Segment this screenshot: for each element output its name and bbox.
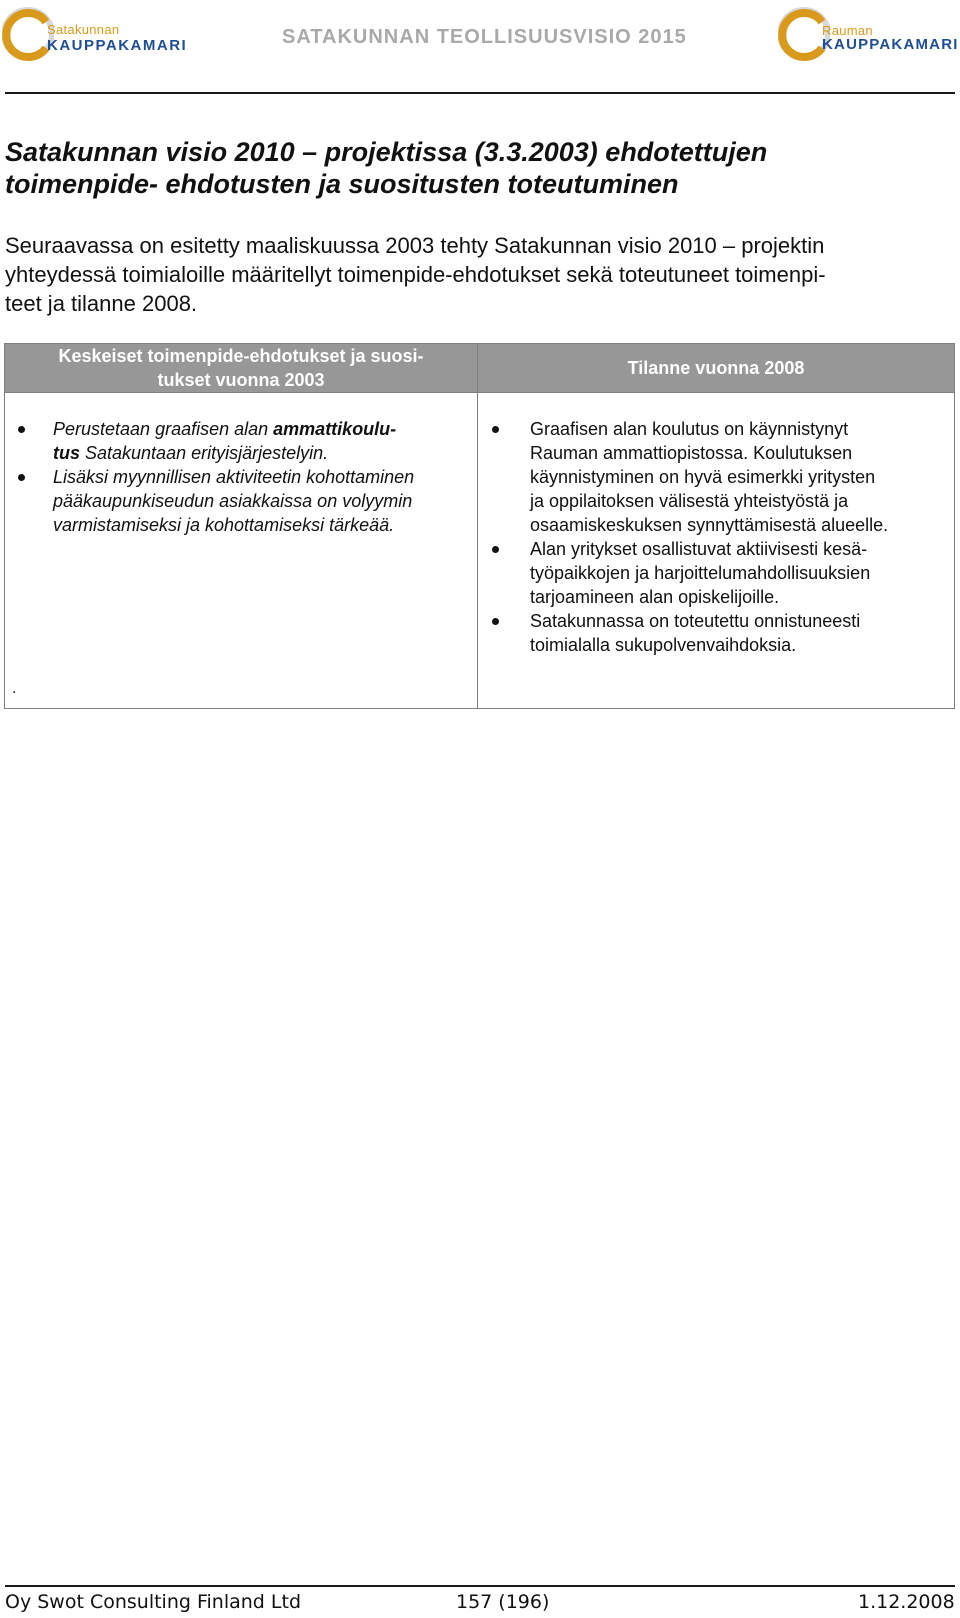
satakunnan-kauppakamari-logo	[2, 4, 202, 66]
list-item	[5, 465, 475, 537]
section-heading	[5, 136, 955, 200]
proposals-list	[5, 417, 475, 537]
text-run: Satakuntaan erityisjärjestelyin.	[80, 443, 329, 463]
list-item-line: Rauman ammattiopistossa. Koulutuksen	[530, 443, 853, 463]
bold-text-run: ammattikoulu-	[273, 419, 397, 439]
header-row-divider	[5, 392, 954, 393]
bullet-icon	[492, 426, 499, 433]
list-item-line: Alan yritykset osallistuvat aktiivisesti kesä-	[530, 539, 868, 559]
bullet-icon	[492, 618, 499, 625]
list-item-line: toimialalla sukupolvenvaihdoksia.	[530, 635, 797, 655]
column-header-proposals	[5, 344, 477, 392]
status-list	[478, 417, 954, 657]
list-item	[478, 417, 954, 537]
footer-divider	[5, 1585, 955, 1587]
header-divider	[5, 92, 955, 94]
heading-line: Satakunnan visio 2010 – projektissa (3.3.2003) ehdotettujen	[5, 137, 768, 167]
bullet-icon	[18, 426, 25, 433]
document-header-title: SATAKUNNAN TEOLLISUUSVISIO 2015	[282, 26, 687, 48]
intro-line: Seuraavassa on esitetty maaliskuussa 2003 tehty Satakunnan visio 2010 – projektin	[5, 233, 825, 258]
footer-company: Oy Swot Consulting Finland Ltd	[5, 1591, 302, 1613]
list-item-line	[53, 417, 475, 441]
bullet-icon	[492, 546, 499, 553]
list-item-line: Lisäksi myynnillisen aktiviteetin kohottaminen	[53, 467, 415, 487]
list-item-line: varmistamiseksi ja kohottamiseksi tärkeää.	[53, 515, 395, 535]
bold-text-run: tus	[53, 443, 80, 463]
list-item-line: työpaikkojen ja harjoittelumahdollisuuksien	[530, 563, 871, 583]
footer-page-number: 157 (196)	[456, 1591, 550, 1613]
trailing-dot: .	[12, 680, 17, 697]
measures-table	[4, 343, 955, 709]
bullet-icon	[18, 474, 25, 481]
rauman-kauppakamari-logo	[778, 4, 960, 66]
column-header-line: tukset vuonna 2003	[157, 370, 325, 390]
list-item-line: käynnistyminen on hyvä esimerkki yritysten	[530, 467, 876, 487]
logo-left-line1: Satakunnan	[47, 22, 120, 37]
logo-right-line2: KAUPPAKAMARI	[822, 36, 959, 53]
list-item	[478, 537, 954, 609]
heading-line: toimenpide- ehdotusten ja suositusten toteutuminen	[5, 169, 679, 199]
footer-date: 1.12.2008	[858, 1591, 955, 1613]
list-item-line: osaamiskeskuksen synnyttämisestä alueelle.	[530, 515, 889, 535]
text-run: Perustetaan graafisen alan	[53, 419, 274, 439]
column-header-line: Keskeiset toimenpide-ehdotukset ja suosi-	[58, 346, 424, 366]
logo-right-line1: Rauman	[822, 23, 873, 38]
intro-line: teet ja tilanne 2008.	[5, 291, 198, 316]
list-item-line: ja oppilaitoksen välisestä yhteistyöstä ja	[530, 491, 849, 511]
list-item-line: Satakunnassa on toteutettu onnistuneesti	[530, 611, 861, 631]
list-item-line: Graafisen alan koulutus on käynnistynyt	[530, 419, 849, 439]
list-item-line	[53, 441, 475, 465]
list-item-line: tarjoamineen alan opiskelijoille.	[530, 587, 780, 607]
page-header	[0, 0, 960, 94]
logo-left-line2: KAUPPAKAMARI	[47, 37, 188, 54]
list-item	[478, 609, 954, 657]
column-header-status-2008: Tilanne vuonna 2008	[478, 344, 954, 392]
list-item	[5, 417, 475, 465]
intro-line: yhteydessä toimialoille määritellyt toimenpide-ehdotukset sekä toteutuneet toimenpi-	[5, 262, 826, 287]
list-item-line: pääkaupunkiseudun asiakkaissa on volyymin	[53, 491, 413, 511]
intro-paragraph	[5, 231, 955, 318]
